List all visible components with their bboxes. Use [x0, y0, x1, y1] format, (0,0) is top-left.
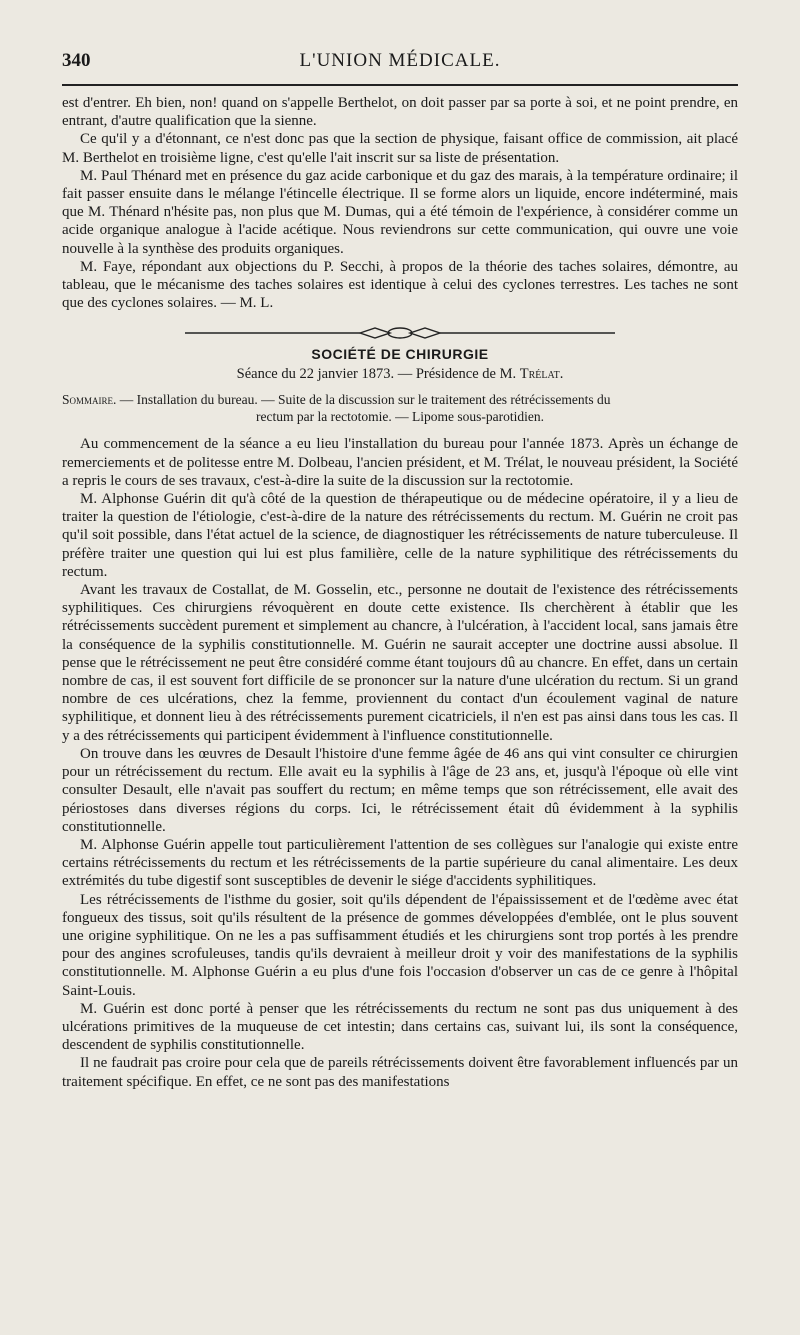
paragraph: Au commencement de la séance a eu lieu l'installation du bureau pour l'année 1873. Après un échange de remerciements et de politesse entre M. Dolbeau, l'ancien président, et M. Trélat, le nouveau président, la Société a repris le cours de ses travaux, c'est-à-dire la suite de la discussion sur la rectotomie.	[62, 436, 738, 489]
paragraph: M. Faye, répondant aux objections du P. Secchi, à propos de la théorie des taches solaires, démontre, au tableau, que le mécanisme des taches solaires est identique à celui des cyclones terrestres. Les taches ne sont que des cyclones solaires. — M. L.	[62, 258, 738, 312]
session-suffix: .	[559, 366, 564, 383]
summary-text: — Installation du bureau. — Suite de la discussion sur le traitement des rétrécissements du	[116, 392, 611, 408]
section-ornament	[185, 326, 615, 340]
session-date: Séance du 22 janvier 1873. — Présidence de M.	[236, 366, 520, 383]
paragraph: Avant les travaux de Costallat, de M. Gosselin, etc., personne ne doutait de l'existence des rétrécissements syphilitiques. Ces chirurgiens révoquèrent en doute cette existence. Ils cherchèrent à établir que les rétrécissements succèdent purement et simplement au chancre, à l'ulcération, à l'accident local, sans jamais être la conséquence de la syphilis constitutionnelle. M. Guérin ne saurait accepter une doctrine aussi absolue. Il pense que le rétrécissement ne peut être considéré comme étant toujours dû au chancre. En effet, dans un certain nombre de cas, il est souvent fort difficile de se prononcer sur la nature d'une ulcération du rectum. Si un grand nombre de ces ulcérations, chez la femme, proviennent du contact d'un écoulement vaginal de nature syphilitique, et donnent lieu à des rétrécissements purement cicatriciels, il n'en est pas ainsi dans tous les cas. Il y a des rétrécissements qui participent évidemment à l'influence constitutionnelle.	[62, 582, 738, 744]
paragraph: Ce qu'il y a d'étonnant, ce n'est donc pas que la section de physique, faisant office de commission, ait placé M. Berthelot en troisième ligne, c'est qu'elle l'ait inscrit sur sa liste de présentation.	[62, 131, 738, 166]
paragraph-continued: est d'entrer. Eh bien, non! quand on s'appelle Berthelot, on doit passer par sa porte à soi, et ne point prendre, en entrant, d'autre qualification que la sienne.	[62, 95, 738, 130]
paragraph: Il ne faudrait pas croire pour cela que de pareils rétrécissements doivent être favorablement influencés par un traitement spécifique. En effet, ce ne sont pas des manifestations	[62, 1055, 738, 1090]
paragraph: M. Paul Thénard met en présence du gaz acide carbonique et du gaz des marais, à la température ordinaire; il fait passer ensuite dans le mélange l'étincelle électrique. Il se forme alors un liquide, encore indéterminé, mais que M. Thénard n'hésite pas, non plus que M. Dumas, qui a été témoin de l'expérience, à considérer comme un acide organique analogue à l'acide acétique. Nous reviendrons sur cette communication, qui ouvre une voie nouvelle à la synthèse des produits organiques.	[62, 167, 738, 257]
session-president: Trélat	[519, 366, 560, 383]
journal-title: L'UNION MÉDICALE.	[299, 50, 501, 71]
session-line	[62, 366, 738, 383]
paragraph: M. Alphonse Guérin dit qu'à côté de la question de thérapeutique ou de médecine opératoire, il y a lieu de traiter la question de l'étiologie, c'est-à-dire de la nature des rétrécissements du rectum. M. Guérin ne croit pas qu'il soit possible, dans l'état actuel de la science, de diagnostiquer les rétrécissements de nature tuberculeuse. Il préfère traiter une question qui lui est plus familière, celle de la nature syphilitique des rétrécissements du rectum.	[62, 491, 738, 580]
paragraph: Les rétrécissements de l'isthme du gosier, soit qu'ils dépendent de l'épaississement et de l'œdème avec état fongueux des tissus, soit qu'ils résultent de la présence de gommes développées d'emblée, ont le plus souvent une origine syphilitique. On ne les a pas suffisamment étudiés et les chirurgiens sont trop portés à les prendre pour des angines scrofuleuses, tandis qu'ils devraient à meilleur droit y voir des manifestations de la syphilis constitutionnelle. M. Alphonse Guérin a eu plus d'une fois l'occasion d'observer un cas de ce genre à l'hôpital Saint-Louis.	[62, 891, 738, 999]
page-number: 340	[62, 50, 91, 71]
section-title: SOCIÉTÉ DE CHIRURGIE	[311, 346, 489, 363]
paragraph: On trouve dans les œuvres de Desault l'histoire d'une femme âgée de 46 ans qui vint consulter ce chirurgien pour un rétrécissement du rectum. Elle avait eu la syphilis à l'âge de 23 ans, et, jusqu'à l'époque où elle vint consulter Desault, elle n'avait pas souffert du rectum; en même temps que son rétrécissement, elle avait des périostoses dans diverses régions du corps. Ici, le rétrécissement était dû évidemment à la syphilis constitutionnelle.	[62, 745, 738, 835]
paragraph: M. Guérin est donc porté à penser que les rétrécissements du rectum ne sont pas dus uniquement à des ulcérations primitives de la muqueuse de cet intestin; dans certains cas, suivant lui, ils sont la conséquence, descendent de syphilis constitutionnelle.	[62, 1000, 738, 1054]
summary-label: Sommaire.	[62, 392, 117, 408]
header-rule	[62, 84, 738, 86]
summary-text-line-2: rectum par la rectotomie. — Lipome sous-parotidien.	[256, 409, 544, 425]
running-head	[62, 50, 738, 80]
paragraph: M. Alphonse Guérin appelle tout particulièrement l'attention de ses collègues sur l'analogie qui existe entre certains rétrécissements du rectum et les rétrécissements de la partie supérieure du canal alimentaire. Les deux extrémités du tube digestif sont susceptibles de devenir le siége d'accidents syphilitiques.	[62, 836, 738, 890]
summary	[62, 391, 738, 425]
